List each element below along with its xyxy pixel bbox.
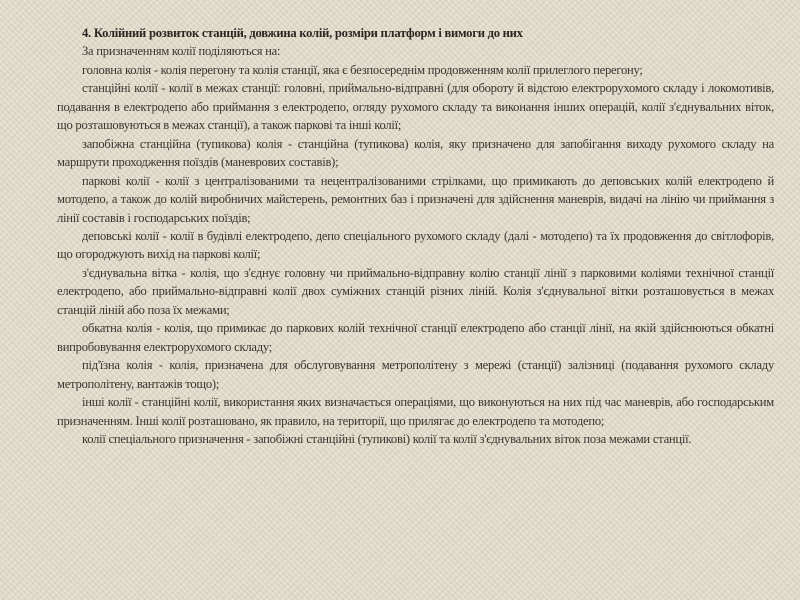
definition-park-tracks: паркові колії - колії з централізованими та нецентралізованими стрілками, що примикають до деповських колій електродепо й мотодепо, а також до колій виробничих майстерень, ремонтних баз і призначені для здійснення маневрів, видачі на лінію чи приймання з лінії составів і господарських поїздів; bbox=[57, 173, 774, 225]
definition-main-track: головна колія - колія перегону та колія станції, яка є безпосереднім продовженням колії прилеглого перегону; bbox=[82, 62, 643, 77]
definition-special-tracks: колії спеціального призначення - запобіжні станційні (тупикові) колії та колії з'єднувальних віток поза межами станції. bbox=[82, 431, 692, 446]
definition-access-track: під'їзна колія - колія, призначена для обслуговування метрополітену з мережі (станції) залізниці (подавання рухомого складу метрополітену, вантажів тощо); bbox=[57, 358, 774, 391]
slide-title: 4. Колійний розвиток станцій, довжина колій, розміри платформ і вимоги до них bbox=[82, 26, 523, 40]
slide-text bbox=[57, 24, 774, 448]
definition-connecting-branch: з'єднувальна вітка - колія, що з'єднує головну чи приймально-відправну колію станції лінії з парковими коліями технічної станції електродепо, або приймально-відправні колії двох суміжних станцій різних ліній. Колія з'єднувальної вітки розташовується в межах станцій ліній або поза їх межами; bbox=[57, 265, 774, 317]
definition-safety-track: запобіжна станційна (тупикова) колія - станційна (тупикова) колія, яку призначено для запобігання виходу рухомого складу на маршрути проходження поїздів (маневрових составів); bbox=[57, 136, 774, 170]
definition-station-tracks: станційні колії - колії в межах станції: головні, приймально-відправні (для обороту й відстою електрорухомого складу і локомотивів, подавання в електродепо або приймання з електродепо, огляду рухомого складу та виконання інших операцій, колії з'єднувальних віток, що розташовуються в межах станції), а також паркові та інші колії; bbox=[57, 81, 774, 133]
definition-other-tracks: інші колії - станційні колії, використання яких визначається операціями, що виконуються на них під час маневрів, або господарським призначенням. Інші колії розташовано, як правило, на території, що прилягає до електродепо та мотодепо; bbox=[57, 395, 774, 428]
definition-depot-tracks: деповські колії - колії в будівлі електродепо, депо спеціального рухомого складу (далі - мотодепо) та їх продовження до світлофорів, що огороджують вихід на паркові колії; bbox=[57, 228, 774, 262]
intro-paragraph: За призначенням колії поділяються на: bbox=[82, 44, 281, 59]
definition-test-track: обкатна колія - колія, що примикає до паркових колій технічної станції електродепо або станції лінії, на якій здійснюються обкатні випробовування електрорухомого складу; bbox=[57, 321, 774, 354]
